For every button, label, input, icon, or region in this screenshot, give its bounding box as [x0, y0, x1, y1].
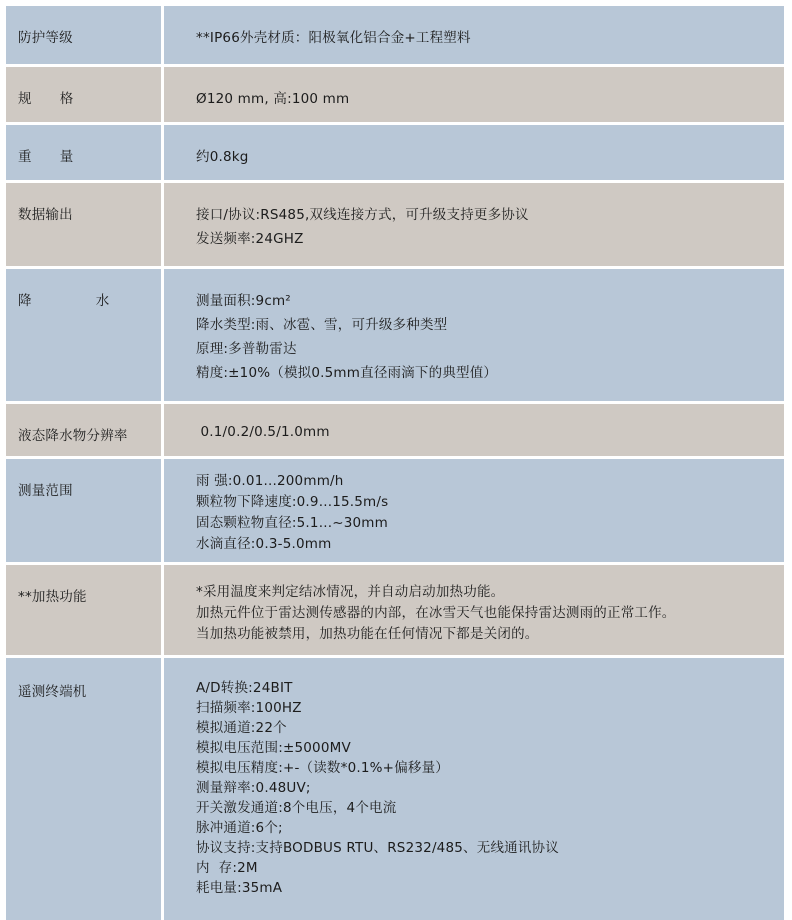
row-value-heating	[164, 565, 784, 655]
value-line: 颗粒物下降速度:0.9...15.5m/s	[196, 494, 389, 510]
row-value-protection	[164, 6, 784, 64]
label-text: 防护等级	[18, 30, 73, 46]
value-line: 耗电量:35mA	[196, 880, 283, 896]
value-line: 模拟电压精度:+-（读数*0.1%+偏移量）	[196, 760, 449, 776]
row-value-weight	[164, 125, 784, 180]
value-line: A/D转换:24BIT	[196, 680, 293, 696]
value-line: 当加热功能被禁用，加热功能在任何情况下都是关闭的。	[196, 626, 539, 642]
label-text: 重 量	[18, 149, 86, 165]
value-line: 精度:±10%（模拟0.5mm直径雨滴下的典型值）	[196, 365, 498, 381]
value-line: Ø120 mm, 高:100 mm	[196, 91, 350, 107]
row-value-data-output	[164, 183, 784, 266]
label-text: 液态降水物分辨率	[18, 428, 128, 444]
value-line: 加热元件位于雷达测传感器的内部，在冰雪天气也能保持雷达测雨的正常工作。	[196, 605, 676, 621]
row-label-heating	[6, 565, 161, 655]
row-label-spec	[6, 67, 161, 122]
value-line: 测量辩率:0.48UV;	[196, 780, 311, 796]
value-line: 开关激发通道:8个电压，4个电流	[196, 800, 397, 816]
label-text: **加热功能	[18, 589, 87, 605]
row-label-weight	[6, 125, 161, 180]
label-text: 数据输出	[18, 207, 73, 223]
value-line: 接口/协议:RS485,双线连接方式，可升级支持更多协议	[196, 207, 529, 223]
value-line: 测量面积:9cm²	[196, 293, 291, 309]
row-label-data-output	[6, 183, 161, 266]
value-line: 水滴直径:0.3-5.0mm	[196, 536, 332, 552]
value-line: 0.1/0.2/0.5/1.0mm	[196, 424, 330, 440]
row-label-precipitation	[6, 269, 161, 401]
value-line: 原理:多普勒雷达	[196, 341, 297, 357]
row-value-telemetry	[164, 658, 784, 920]
row-value-resolution	[164, 404, 784, 456]
label-text: 遥测终端机	[18, 684, 87, 700]
row-label-measure-range	[6, 459, 161, 562]
value-line: 模拟通道:22个	[196, 720, 287, 736]
label-text: 测量范围	[18, 483, 73, 499]
value-line: 降水类型:雨、冰雹、雪，可升级多种类型	[196, 317, 448, 333]
value-line: 模拟电压范围:±5000MV	[196, 740, 351, 756]
row-label-protection	[6, 6, 161, 64]
value-line: 协议支持:支持BODBUS RTU、RS232/485、无线通讯协议	[196, 840, 559, 856]
row-value-measure-range	[164, 459, 784, 562]
row-value-precipitation	[164, 269, 784, 401]
value-line: 固态颗粒物直径:5.1...~30mm	[196, 515, 388, 531]
row-label-resolution	[6, 404, 161, 456]
row-label-telemetry	[6, 658, 161, 920]
value-line: 约0.8kg	[196, 149, 249, 165]
label-text: 规 格	[18, 91, 86, 107]
value-line: 发送频率:24GHZ	[196, 231, 304, 247]
value-line: **IP66外壳材质：阳极氧化铝合金+工程塑料	[196, 30, 471, 46]
value-line: 扫描频率:100HZ	[196, 700, 302, 716]
row-value-spec	[164, 67, 784, 122]
value-line: 雨 强:0.01...200mm/h	[196, 473, 344, 489]
label-text: 降 水	[18, 293, 140, 309]
value-line: *采用温度来判定结冰情况，并自动启动加热功能。	[196, 584, 505, 600]
spec-table	[6, 6, 784, 920]
value-line: 内 存:2M	[196, 860, 258, 876]
value-line: 脉冲通道:6个;	[196, 820, 283, 836]
